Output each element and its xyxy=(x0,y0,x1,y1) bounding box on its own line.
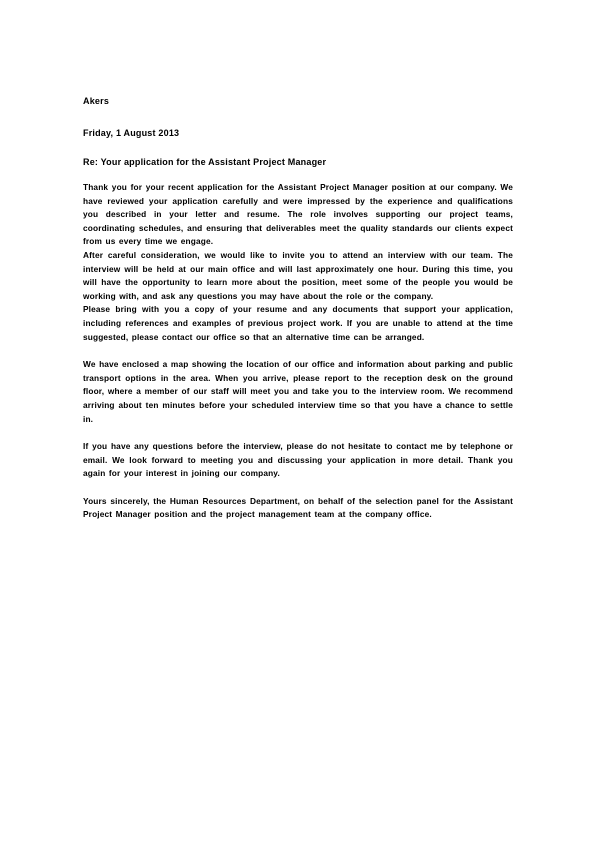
letter-subject: Re: Your application for the Assistant Project Manager xyxy=(83,157,327,167)
letter-body xyxy=(83,181,513,522)
paragraph-4: We have enclosed a map showing the location of our office and information about parking and public transport options in the area. When you arrive, please report to the reception desk on the ground floor, where a member of our staff will meet you and take you to the interview room. We recommend arriving about ten minutes before your scheduled interview time so that you have a chance to settle in. xyxy=(83,359,513,424)
paragraph-3: Please bring with you a copy of your resume and any documents that support your application, including references and examples of previous project work. If you are unable to attend at the time suggested, please contact our office so that an alternative time can be arranged. xyxy=(83,304,513,342)
paragraph-1: Thank you for your recent application for the Assistant Project Manager position at our company. We have reviewed your application carefully and were impressed by the experience and qualifications you described in your letter and resume. The role involves supporting our project teams, coordinating schedules, and ensuring that deliverables meet the quality standards our clients expect from us every time we engage. xyxy=(83,182,513,247)
paragraph-2: After careful consideration, we would like to invite you to attend an interview with our team. The interview will be held at our main office and will last approximately one hour. During this time, you will have the opportunity to learn more about the position, meet some of the people you would be working with, and ask any questions you may have about the role or the company. xyxy=(83,249,513,301)
paragraph-5: If you have any questions before the interview, please do not hesitate to contact me by telephone or email. We look forward to meeting you and discussing your application in more detail. Thank you again for your interest in joining our company. xyxy=(83,441,513,479)
recipient-name: Akers xyxy=(83,96,110,106)
paragraph-6: Yours sincerely, the Human Resources Department, on behalf of the selection panel for the Assistant Project Manager position and the project management team at the company office. xyxy=(83,495,513,520)
letter-date: Friday, 1 August 2013 xyxy=(83,128,180,138)
